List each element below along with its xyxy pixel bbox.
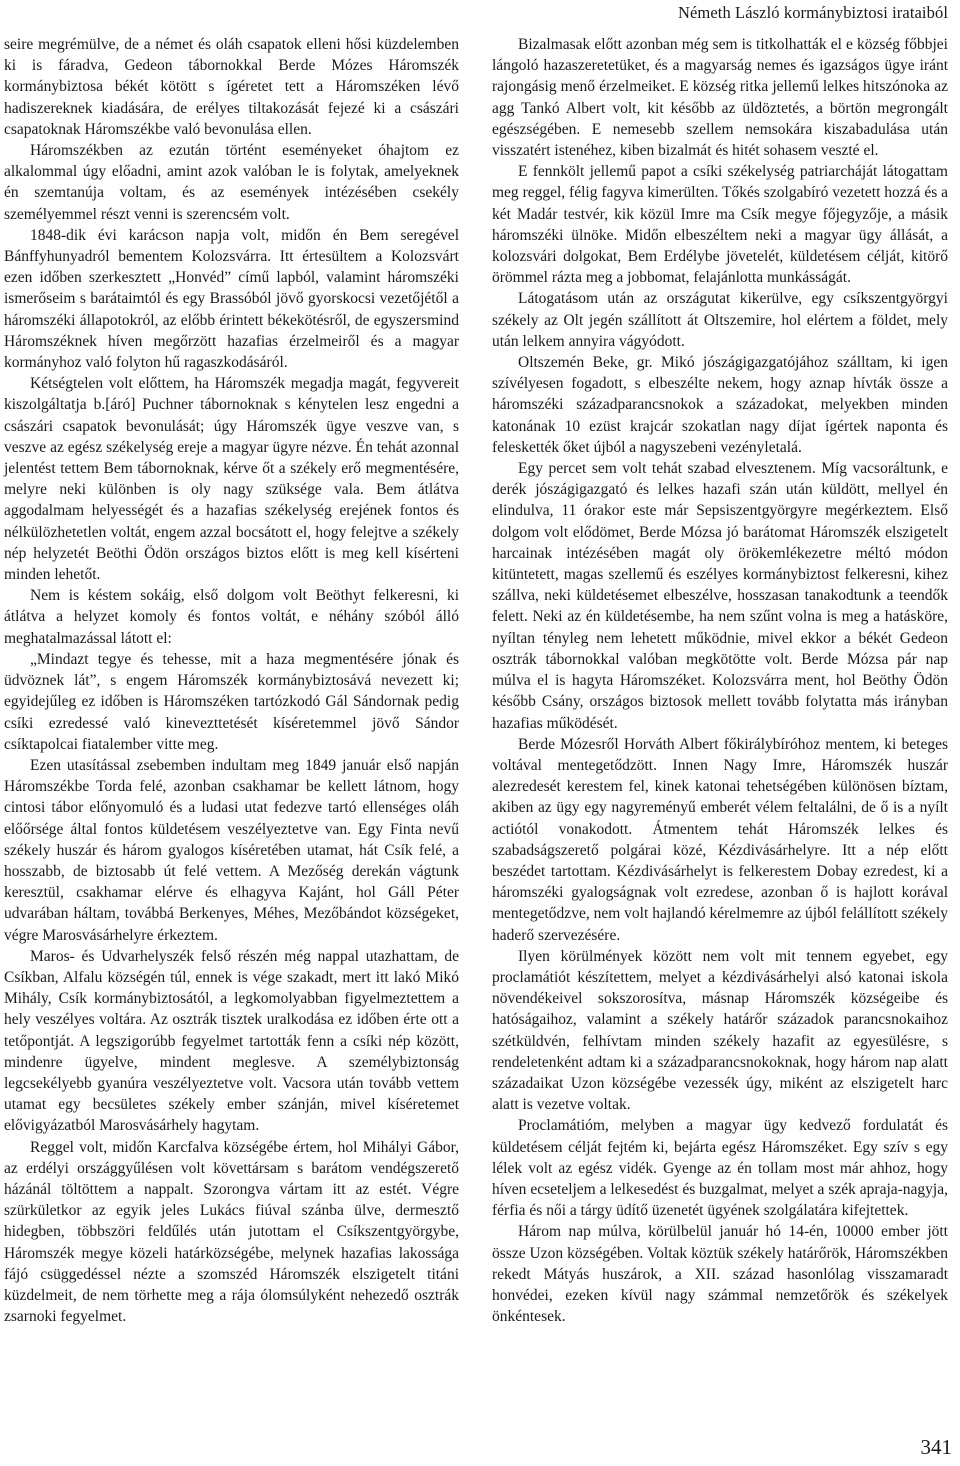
- paragraph: Bizalmasak előtt azonban még sem is titkolhatták el e község főbbjei lángoló hazaszeretetüket, és a magyarság nemes és igazságos ügye iránt rajongásig menő érzelmeiket. E község ritka jellemű lelkes hitszónoka az agg Tankó Albert volt, kit később az üldöztetés, a börtön megrongált egészségében. E nemesebb szellem nemsokára kiszabadulása után visszatért istenéhez, kiben bizalmát és hitét sohasem veszté el.: [492, 36, 948, 160]
- paragraph: Ilyen körülmények között nem volt mit tennem egyebet, egy proclamátiót készítettem, melyet a kézdivásárhelyi alsó katonai iskola növendékeivel sokszorosítva, másnap Háromszék községeibe és hatóságaihoz, valamint a székely határőr századok parancsnokaihoz szétküldvén, felhívtam minden székely hazafit az egyesülésre, s rendeletenként adtam ki a századparancsnokoknak, hogy három nap alatt századaikat Uzon községébe vezessék úgy, miként az elszigetelt harc alatt is vezetve voltak.: [492, 947, 948, 1114]
- right-column: [492, 34, 948, 1327]
- paragraph: Oltszemén Beke, gr. Mikó jószágigazgatójához szálltam, ki igen szívélyesen fogadott, s elbeszélte nekem, hogy aznap hívták össze a háromszéki századparancsnokok a századokat, melyekben minden katonának 10 ezüst krajcár szokatlan nagy díjat ígértek naponta és feleskették őket újból a nagyszebeni vezényletalá.: [492, 354, 948, 456]
- paragraph: Berde Mózesről Horváth Albert főkirálybíróhoz mentem, ki beteges voltával mentegetődzött. Innen Nagy Imre, Háromszék huszár alezredesét kerestem fel, kinek katonai tehetségében különösen bíztam, akiben az ügy egy nagyreményű emberét vélem feltalálni, de ő is a nyílt actiótól vonakodott. Átmentem tehát Háromszék lelkes és szabadságszerető polgárai közé, Kézdivásárhelyre. Itt a nép előtt beszédet tartottam. Kézdivásárhelyt is felkerestem Dobay ezredest, ki a háromszéki gyalogságnak volt ezredese, azonban ő is hajlott korával mentegetődzve, nem volt hajlandó kérelmemre az újból felállított székely haderő szervezésére.: [492, 735, 948, 944]
- paragraph: seire megrémülve, de a német és oláh csapatok elleni hősi küzdelemben ki is fáradva, Gedeon tábornokkal Berde Mózes Háromszék kormánybiztosa békét kötött s ígéretet tett a Háromszéken lévő hadiszereknek kiadására, de erélyes tiltakozását fejezé ki a császári csapatoknak Háromszékbe való bevonulása ellen.: [4, 36, 459, 138]
- paragraph: 1848-dik évi karácson napja volt, midőn én Bem seregével Bánffyhunyadról bementem Kolozsvárra. Itt értesültem a Kolozsvárt ezen időben szerkesztett „Honvéd” című lapból, valamint háromszéki ismerőseim s barátaimtól és egy Brassóból jövő gyorskocsi vezetőjétől a háromszéki állapotokról, az előbb érintett békekötésről, de egyszersmind Háromszéknek híven megőrzött hazafias érzelmeiről és a magyar kormányhoz való folyton hű ragaszkodásáról.: [4, 226, 459, 372]
- paragraph: E fennkölt jellemű papot a csíki székelység patriarcháját látogattam meg reggel, félig fagyva kimerülten. Tőkés szolgabíró vezetett hozzá és a két Madár testvér, kik közül Imre ma Csík megye főjegyzője, a másik háromszéki ülnöke. Midőn elbeszéltem neki a magyar ügy állását, a kolozsvári dolgokat, Bem Erdélybe jövetelét, küldetésem célját, kitörő örömmel rázta meg a jobbomat, felajánlotta munkásságát.: [492, 163, 948, 287]
- paragraph: Egy percet sem volt tehát szabad elvesztenem. Míg vacsoráltunk, e derék jószágigazgató és lelkes hazafi szán után küldött, mellyel én elindulva, 11 órakor este már Sepsiszentgyörgyre megérkeztem. Első dolgom volt elődömet, Berde Mózsa jó barátomat Háromszék elszigetelt harcainak intézésében magát oly örökemlékezetre méltó módon kitüntetett, magas szellemű és eszélyes kormánybiztost felkeresni, kihez szállva, neki küldetésemet elbeszélve, hosszasan tanakodtunk a teendők felett. Neki az én küldetésembe, ha nem szűnt volna is meg a hatásköre, nyíltan tényleg nem lehetett működnie, mivel ekkor a békét Gedeon osztrák tábornokkal valóban megkötötte volt. Berde Mózsa pár nap múlva el is hagyta Háromszéket. Kolozsvárra ment, hol Beöthy Ödön később Csány, országos biztosok mellett tovább folytatta más irányban hazafias működését.: [492, 460, 948, 732]
- paragraph: Ezen utasítással zsebemben indultam meg 1849 január első napján Háromszékbe Torda felé, azonban csakhamar be kellett látnom, hogy cintosi tábor előnyomuló és a ludasi utat fedezve tartó ellenséges oláh előőrsége által fontos küldetésem veszélyeztetve van. Egy Finta nevű székely huszár és három gyalogos kíséretében utamat, hát Csík felé, a hosszabb, de biztosabb út felé vettem. A Mezőség derekán vágtunk keresztül, csakhamar elérve és elhagyva Kajánt, hol Gáll Péter udvarában háltam, továbbá Berkenyes, Méhes, Mezőbándot községeket, végre Marosvásárhelyre érkeztem.: [4, 756, 459, 944]
- paragraph: Háromszékben az ezután történt eseményeket óhajtom ez alkalommal úgy előadni, amint azok valóban le is folytak, amelyeknek én szemtanúja voltam, és az események intézésében csekély személyemmel részt venni is szerencsém volt.: [4, 142, 459, 223]
- paragraph: Reggel volt, midőn Karcfalva községébe értem, hol Mihályi Gábor, az erdélyi országgyűlésen volt követtársam s barátom vendégszerető házánál töltöttem a nappalt. Szorongva vártam itt az estét. Végre szürkületkor az egyik jeles Lukács fiúval szánba ülve, dermesztő hidegben, többszöri feldűlés után jutottam el Csíkszentgyörgybe, Háromszék megye közeli határközségébe, melynek hazafias lakossága fájó csüggedéssel nézte a szomszéd Háromszék elszigetelt titáni küzdelmeit, de nem törhette meg a rája ólomsúlyként nehezedő osztrák zsarnoki fegyelmet.: [4, 1138, 459, 1326]
- paragraph: Látogatásom után az országutat kikerülve, egy csíkszentgyörgyi székely az Olt jegén szállított át Oltszemire, hol elértem a földet, mely után lelkem annyira vágyódott.: [492, 290, 948, 350]
- paragraph: Három nap múlva, körülbelül január hó 14-én, 10000 ember jött össze Uzon községében. Voltak köztük székely határőrök, Háromszékben rekedt Mátyás huszárok, a XII. század hasonlólag visszamaradt honvédei, ezeken kívül nagy számmal nemzetőrök és székelyek önkéntesek.: [492, 1223, 948, 1326]
- page-number: 341: [920, 1435, 952, 1459]
- running-header: Németh László kormánybiztosi irataiból: [677, 3, 948, 22]
- paragraph: Kétségtelen volt előttem, ha Háromszék megadja magát, fegyvereit kiszolgáltatja b.[áró] Puchner tábornoknak s kénytelen lesz engedni a császári csapatok bevonulását; úgy Háromszék ügye veszve van, s veszve az egész székelység ereje a magyar ügyre nézve. Én tehát azonnal jelentést tettem Bem tábornoknak, kérve őt a székely erő megmentésére, melyre neki különben is oly nagy szüksége vala. Bem átlátva aggodalmam helyességét és a hazafias székelység erejének fontos és nélkülözhetetlen voltát, engem azzal bocsátott el, hogy felejtve a székely nép helyzetét Beöthi Ödön országos biztos előtt is meg kell kísérteni minden lehetőt.: [4, 375, 459, 584]
- paragraph: Proclamátióm, melyben a magyar ügy kedvező fordulatát és küldetésem célját fejtém ki, bejárta egész Háromszéket. Egy szív s egy lélek volt az egész vidék. Gyenge az én tollam most már ahhoz, hogy híven ecseteljem a lelkesedést és buzgalmat, melyet a szék apraja-nagyja, férfia és női a tárgy üdítő üzenetét ügyének szolgálatára kifejtettek.: [492, 1117, 948, 1220]
- left-column: [4, 34, 459, 1327]
- paragraph: „Mindazt tegye és tehesse, mit a haza megmentésére jónak és üdvöznek lát”, s engem Háromszék kormánybiztosává nevezett ki; egyidejűleg ez időben is Háromszéken tartózkodó Gál Sándornak pedig csíki ezredessé való kinevezttetését kíséretemmel jövő Sándor csíktapolcai fiatalember vitte meg.: [4, 650, 459, 753]
- paragraph: Maros- és Udvarhelyszék felső részén még nappal utazhattam, de Csíkban, Alfalu községén túl, ennek is vége szakadt, mert itt lakó Mikó Mihály, Csík kormánybiztosától, a legkomolyabban figyelmeztettem a hely veszélyes voltára. Az osztrák tisztek uralkodása ez időben érte ott a tetőpontját. A legszigorúbb fegyelmet tartották fenn a csíki nép között, mindenre ügyelve, mindent meglesve. A személybiztonság legcsekélyebb gyanúra veszélyeztetve volt. Vacsora után tovább vettem utamat egy becsületes székely ember szánján, mivel kíséretemet elővigyázatból Marosvásárhely hagytam.: [4, 947, 459, 1135]
- paragraph: Nem is késtem sokáig, első dolgom volt Beöthyt felkeresni, ki átlátva a helyzet komoly és fontos voltát, e néhány szóból álló meghatalmazással látott el:: [4, 587, 459, 647]
